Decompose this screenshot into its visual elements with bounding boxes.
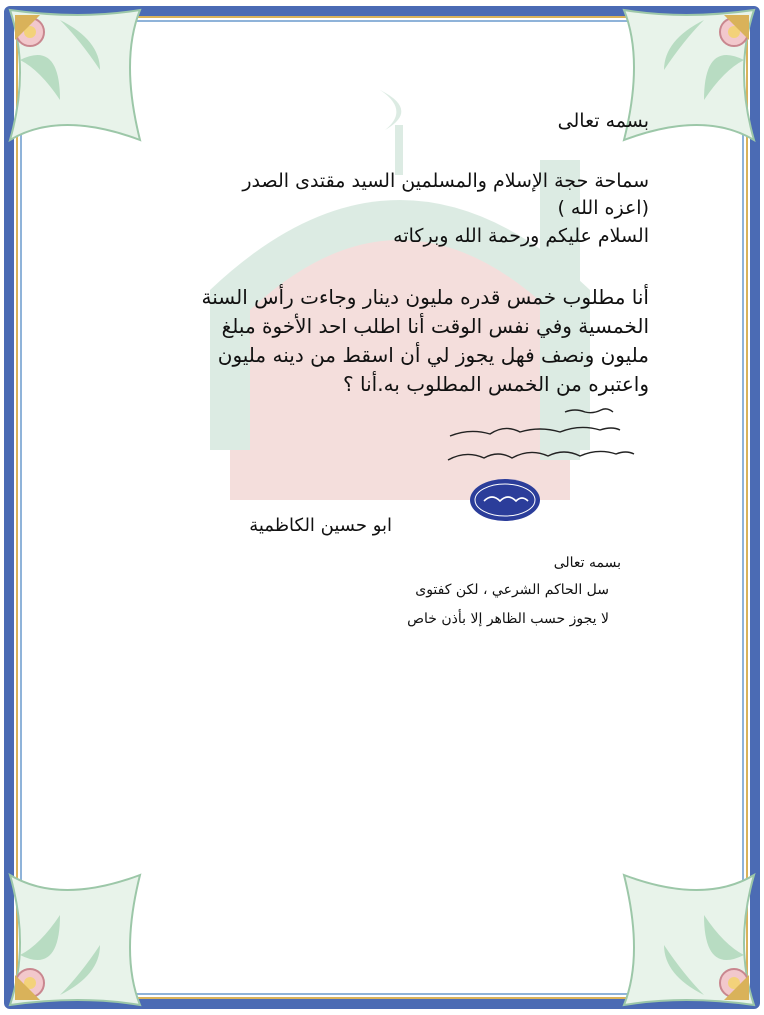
handwritten-answer bbox=[440, 400, 650, 470]
corner-ornament-top-left bbox=[0, 0, 150, 150]
letter-question: أنا مطلوب خمس قدره مليون دينار وجاءت رأس السنة الخمسية وفي نفس الوقت أنا اطلب احد الأخوة مبلغ مليون ونصف فهل يجوز لي أن اسقط من دينه مليون واعتبره من الخمس المطلوب به.أنا ؟ bbox=[201, 285, 649, 396]
letter-address: سماحة حجة الإسلام والمسلمين السيد مقتدى الصدر (اعزه الله ) bbox=[242, 170, 649, 219]
answer-line: سل الحاكم الشرعي ، لكن كفتوى bbox=[415, 582, 609, 598]
corner-ornament-bottom-right bbox=[614, 865, 764, 1015]
sender-name: ابو حسين الكاظمية bbox=[249, 515, 392, 536]
answer-line: لا يجوز حسب الظاهر إلا بأذن خاص bbox=[407, 611, 609, 627]
corner-ornament-bottom-left bbox=[0, 865, 150, 1015]
official-seal bbox=[468, 477, 542, 523]
answer-besmillah: بسمه تعالى bbox=[553, 555, 621, 571]
letter-besmillah: بسمه تعالى bbox=[557, 110, 649, 132]
letter-greeting: السلام عليكم ورحمة الله وبركاته bbox=[393, 225, 649, 247]
